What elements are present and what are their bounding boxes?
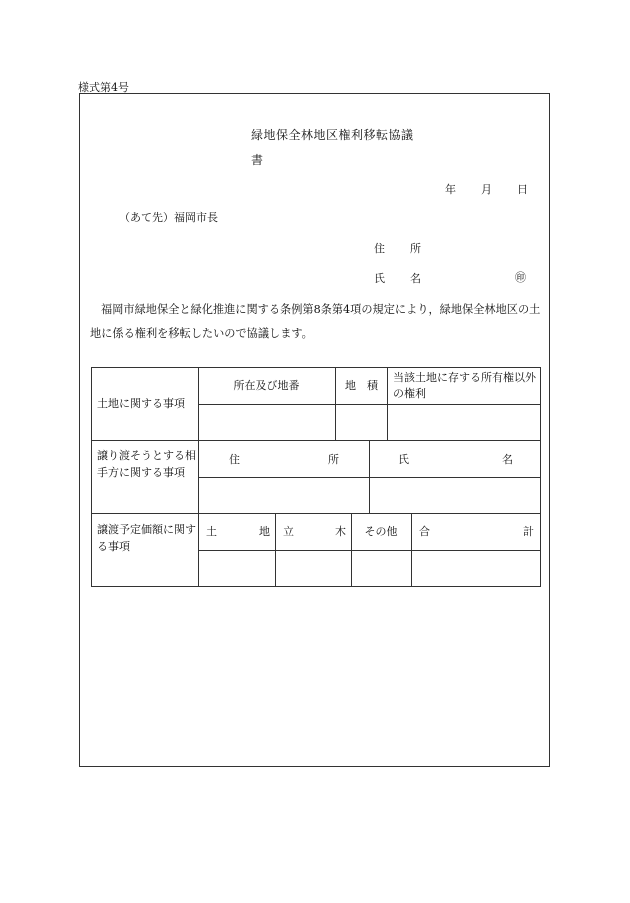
date-year-label: 年 (445, 183, 456, 196)
price-land-header-2: 地 (259, 525, 270, 538)
form-frame (79, 93, 550, 767)
price-total-header-2: 計 (523, 525, 534, 538)
price-trees-header-1: 立 (283, 525, 294, 538)
transferee-name-header-2: 名 (502, 453, 513, 466)
land-area-header-1: 地 (345, 379, 356, 392)
price-section-label: 譲渡予定価額に関する事項 (97, 523, 196, 553)
applicant-name-label: 氏 (374, 272, 385, 285)
transferee-address-header-2: 所 (328, 453, 339, 466)
applicant-address-label-2: 所 (410, 242, 421, 255)
land-other-rights-header: 当該土地に存する所有権以外の権利 (393, 371, 536, 400)
seal-mark: ㊞ (515, 271, 526, 284)
date-month-label: 月 (481, 183, 492, 196)
form-number: 様式第4号 (78, 81, 129, 94)
price-trees-header-2: 木 (335, 525, 346, 538)
document-title: 緑地保全林地区権利移転協議 (251, 128, 414, 142)
price-other-header: その他 (364, 525, 398, 538)
transferee-section-label: 譲り渡そうとする相手方に関する事項 (97, 449, 196, 479)
transferee-address-header-1: 住 (229, 453, 240, 466)
land-area-header-2: 積 (367, 379, 378, 392)
addressee: （あて先）福岡市長 (119, 211, 218, 224)
transferee-name-header-1: 氏 (398, 453, 409, 466)
body-text: 福岡市緑地保全と緑化推進に関する条例第8条第4項の規定により，緑地保全林地区の土地に係る権利を移転したいので協議します。 (90, 303, 541, 340)
applicant-name-label-2: 名 (410, 272, 421, 285)
document-title-continuation: 書 (251, 153, 264, 167)
price-total-header-1: 合 (419, 525, 430, 538)
land-section-label: 土地に関する事項 (97, 397, 185, 410)
applicant-address-label: 住 (374, 242, 385, 255)
land-location-header: 所在及び地番 (233, 379, 300, 392)
date-day-label: 日 (517, 183, 528, 196)
price-land-header-1: 土 (206, 525, 217, 538)
